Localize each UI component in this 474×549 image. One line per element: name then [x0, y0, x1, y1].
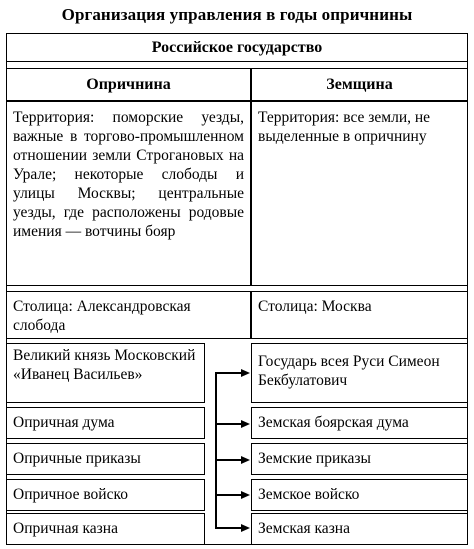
- page-title: Организация управления в годы опричнины: [61, 5, 413, 24]
- arrow-right-icon: [241, 524, 250, 532]
- capital-oprichnina-text: Столица: Александровская слобода: [13, 298, 191, 334]
- connector-branch-voisko: [215, 494, 242, 496]
- connector-branch-ruler: [215, 372, 242, 374]
- row-left-2: [6, 479, 205, 511]
- arrow-right-icon: [241, 369, 250, 377]
- capital-oprichnina: [6, 291, 251, 339]
- row-left-2-text: Опричное войско: [13, 486, 128, 503]
- row-right-0-text: Земская боярская дума: [258, 414, 409, 431]
- row-left-0-text: Опричная дума: [13, 414, 115, 431]
- row-right-3-text: Земская казна: [258, 520, 350, 537]
- column-header-oprichnina-label: Опричнина: [86, 76, 171, 93]
- capital-zemshchina: [251, 291, 468, 339]
- column-header-oprichnina: [6, 68, 251, 101]
- row-left-0: [6, 407, 205, 439]
- arrow-right-icon: [241, 491, 250, 499]
- row-left-1: [6, 443, 205, 475]
- connector-branch-prikazy: [215, 459, 242, 461]
- territory-zemshchina-text: Территория: все земли, не выделенные в опричнину: [258, 109, 431, 145]
- state-header: [6, 33, 468, 62]
- connector-branch-kazna: [215, 527, 242, 529]
- column-header-zemshchina-label: Земщина: [326, 76, 393, 93]
- row-left-3: [6, 513, 205, 545]
- row-right-1-text: Земские приказы: [258, 450, 371, 467]
- connector-vertical-line: [215, 372, 217, 527]
- arrow-right-icon: [241, 420, 250, 428]
- row-right-2-text: Земское войско: [258, 486, 360, 503]
- column-header-zemshchina: [251, 68, 468, 101]
- ruler-oprichnina: [6, 343, 205, 403]
- ruler-oprichnina-text: Великий князь Московский «Иванец Васильев»: [13, 347, 196, 383]
- capital-zemshchina-text: Столица: Москва: [258, 298, 372, 315]
- territory-oprichnina: [6, 101, 251, 286]
- connector-branch-duma: [215, 423, 242, 425]
- state-header-label: Российское государство: [151, 39, 323, 56]
- row-left-3-text: Опричная казна: [13, 520, 118, 537]
- row-right-1: [251, 443, 468, 475]
- arrow-right-icon: [241, 456, 250, 464]
- row-right-3: [251, 513, 468, 545]
- row-right-0: [251, 407, 468, 439]
- row-right-2: [251, 479, 468, 511]
- ruler-zemshchina-text: Государь всея Руси Симеон Бекбулатович: [258, 353, 440, 389]
- territory-zemshchina: [251, 101, 468, 286]
- row-left-1-text: Опричные приказы: [13, 450, 141, 467]
- territory-oprichnina-text: Территория: поморские уезды, важные в торгово-промышленном отношении земли Строгановых на Урале; некоторые слободы и улицы Москвы; центральные уезды, где расположены родовые имения — вотчины бояр: [13, 109, 244, 240]
- ruler-zemshchina: [251, 343, 468, 403]
